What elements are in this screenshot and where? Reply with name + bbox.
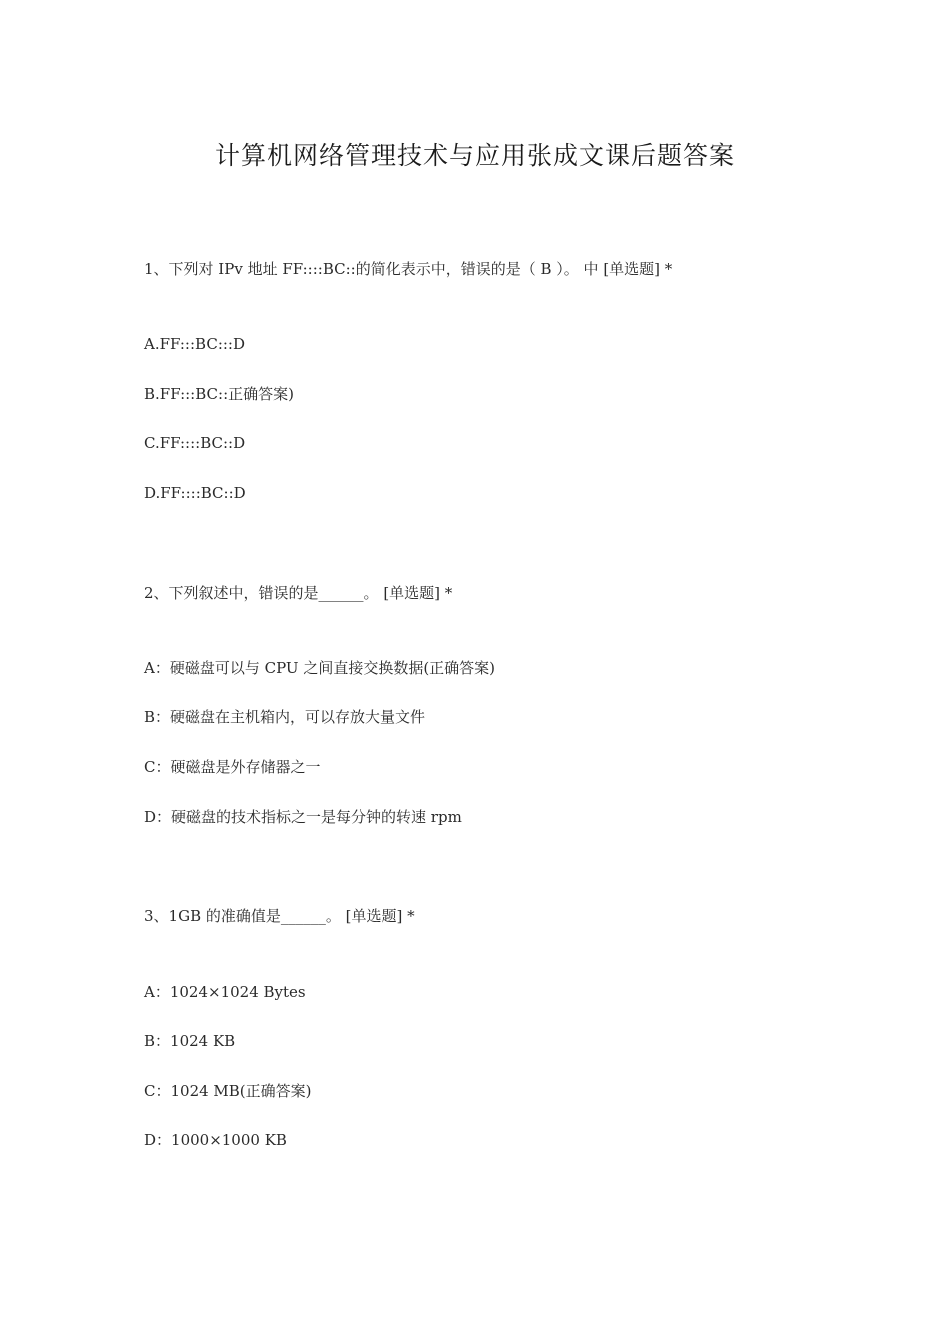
option-a: A.FF:::BC:::D [144, 335, 246, 353]
document-title: 计算机网络管理技术与应用张成文课后题答案 [214, 141, 735, 170]
option-a: A：硬磁盘可以与 CPU 之间直接交换数据(正确答案) [144, 659, 496, 677]
question-stem: 1、下列对 IPv 地址 FF::::BC::的简化表示中，错误的是（ B ）。 中 [单选题] * [144, 260, 673, 278]
option-b: B.FF:::BC::正确答案) [144, 385, 294, 403]
option-d: D：1000×1000 KB [144, 1131, 287, 1149]
option-c: C.FF::::BC::D [144, 434, 246, 452]
option-c: C：1024 MB(正确答案) [144, 1082, 312, 1100]
option-b: B：硬磁盘在主机箱内，可以存放大量文件 [144, 708, 426, 726]
option-d: D.FF::::BC::D [144, 484, 246, 502]
option-a: A：1024×1024 Bytes [144, 983, 306, 1001]
question-stem: 3、1GB 的准确值是______。 [单选题] * [144, 907, 415, 925]
option-b: B：1024 KB [144, 1032, 236, 1050]
option-c: C：硬磁盘是外存储器之一 [144, 758, 321, 776]
option-d: D：硬磁盘的技术指标之一是每分钟的转速 rpm [144, 808, 462, 826]
question-stem: 2、下列叙述中，错误的是______。 [单选题] * [144, 584, 453, 602]
